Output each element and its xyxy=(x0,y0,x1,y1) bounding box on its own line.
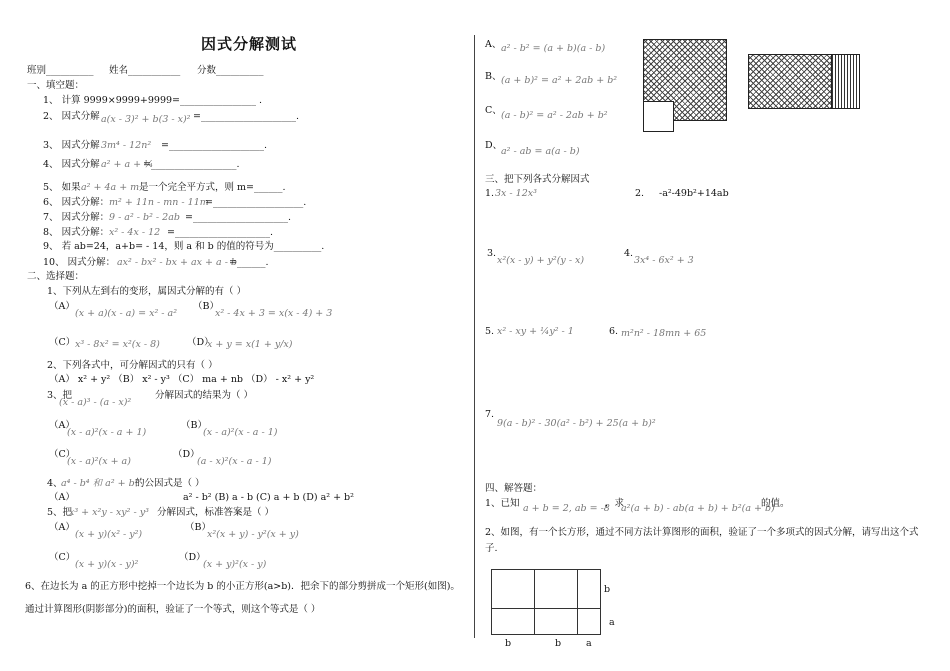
choice-q5-c-label: （C） xyxy=(49,552,76,563)
figure-vertical-line-1 xyxy=(534,569,535,634)
choice-q3-b: (x - a)²(x - a - 1) xyxy=(203,427,278,438)
choice-q1-d-label: （D） xyxy=(187,337,214,348)
choice-q4-a-label: （A） xyxy=(49,492,75,503)
cutout-small-square xyxy=(643,101,674,132)
figure-label-b-bottom-1: b xyxy=(505,638,512,649)
rearranged-rectangle-strip xyxy=(831,54,860,109)
fill-q7-label: 7、 因式分解： xyxy=(43,212,110,223)
factor-p6-label: 6. xyxy=(609,326,619,337)
column-divider xyxy=(474,35,475,638)
figure-label-b-right: b xyxy=(604,584,611,595)
score-field: 分数__________ xyxy=(197,65,264,76)
choice-q5-d-label: （D） xyxy=(179,552,206,563)
solve-q1-expr: a²(a + b) - ab(a + b) + b²(a + b) xyxy=(621,503,775,514)
factor-p6: m²n² - 18mn + 65 xyxy=(621,328,707,339)
q6-option-b: (a + b)² = a² + 2ab + b² xyxy=(501,75,618,86)
fill-q6-expr: m² + 11n - mn - 11m xyxy=(109,197,209,208)
fill-q2-blank: =____________________. xyxy=(193,111,299,122)
choice-q3-a-label: （A） xyxy=(49,420,75,431)
factor-p2-label: 2. xyxy=(635,188,645,199)
choice-q4-options: a² - b² (B) a - b (C) a + b (D) a² + b² xyxy=(183,492,354,503)
factor-p4: 3x⁴ - 6x² + 3 xyxy=(634,255,694,266)
choice-q5-a: (x + y)(x² - y²) xyxy=(75,529,143,540)
fill-q3-blank: =____________________. xyxy=(161,140,267,151)
choice-q3-d-label: （D） xyxy=(173,449,200,460)
choice-q1-d: x + y = x(1 + y/x) xyxy=(207,339,293,350)
choice-q2-options: （A） x² + y² （B） x² - y³ （C） ma + nb （D） - x² + y² xyxy=(49,374,315,385)
class-field: 班别__________ xyxy=(27,65,94,76)
choice-q5-expr: x³ + x²y - xy² - y³ xyxy=(69,507,149,518)
choice-q3-text: 分解因式的结果为（ ） xyxy=(155,390,254,401)
factor-p3: x²(x - y) + y²(y - x) xyxy=(497,255,585,266)
q6-option-b-label: B、 xyxy=(485,71,502,82)
name-field: 姓名___________ xyxy=(109,65,181,76)
fill-q4-label: 4、 因式分解 xyxy=(43,159,100,170)
factor-p5-label: 5. xyxy=(485,326,495,337)
choice-q4-expr: a⁴ - b⁴ 和 a² + b² xyxy=(61,478,139,489)
fill-q2-label: 2、 因式分解 xyxy=(43,111,100,122)
choice-q3-c: (x - a)²(x + a) xyxy=(67,456,131,467)
choice-q5-c: (x + y)(x - y)² xyxy=(75,559,139,570)
choice-q5-b-label: （B） xyxy=(185,522,211,533)
figure-label-b-bottom-2: b xyxy=(555,638,562,649)
fill-q6-label: 6、 因式分解： xyxy=(43,197,110,208)
fill-q6-blank: =___________________. xyxy=(205,197,307,208)
factor-p4-label: 4. xyxy=(624,248,634,259)
choice-q5-prefix: 5、把 xyxy=(47,507,73,518)
solve-q1-ask: ，求 xyxy=(605,498,625,509)
solve-q1-label: 1、已知 xyxy=(485,498,520,509)
fill-q7-expr: 9 - a² - b² - 2ab xyxy=(109,212,180,223)
fill-q5-blank: 是一个完全平方式，则 m=______. xyxy=(139,182,286,193)
q6-option-d: a² - ab = a(a - b) xyxy=(501,146,580,157)
choice-q5-b: x²(x + y) - y²(x + y) xyxy=(207,529,299,540)
solve-q1-given: a + b = 2, ab = -8 xyxy=(523,503,610,514)
choice-q5-d: (x + y)²(x - y) xyxy=(203,559,267,570)
factor-p7: 9(a - b)² - 30(a² - b²) + 25(a + b)² xyxy=(497,418,656,429)
choice-q1-a: (x + a)(x - a) = x² - a² xyxy=(75,308,178,319)
choice-q1-a-label: （A） xyxy=(49,301,75,312)
fill-q8-blank: =____________________. xyxy=(167,227,273,238)
choice-q3-d: (a - x)²(x - a - 1) xyxy=(197,456,272,467)
fill-q2-expr: a(x - 3)² + b(3 - x)² xyxy=(101,114,191,125)
fill-q9: 9、 若 ab=24，a+b= - 14，则 a 和 b 的值的符号为__________. xyxy=(43,241,325,252)
factor-p3-label: 3. xyxy=(487,248,497,259)
solve-q2-line1: 2、如图，有一个长方形，通过不同方法计算图形的面积，验证了一个多项式的因式分解，请写出这个式 xyxy=(485,527,919,538)
figure-label-a-bottom: a xyxy=(586,638,592,649)
q6-option-d-label: D、 xyxy=(485,140,503,151)
choice-q1-b-label: （B） xyxy=(193,301,219,312)
factor-p1-label: 1. xyxy=(485,188,495,199)
choice-q6-line1: 6、在边长为 a 的正方形中挖掉一个边长为 b 的小正方形(a>b)．把余下的部分剪拼成一个矩形(如图)。 xyxy=(25,581,460,592)
section-fill-heading: 一、填空题： xyxy=(27,80,85,91)
fill-q4-expr: a² + a + ¼ xyxy=(101,159,154,170)
choice-q5-a-label: （A） xyxy=(49,522,75,533)
figure-vertical-line-2 xyxy=(577,569,578,634)
choice-q4-text: 的公因式是（ ） xyxy=(135,478,205,489)
choice-q1: 1、下列从左到右的变形，属因式分解的有（ ） xyxy=(47,286,247,297)
factor-p7-label: 7. xyxy=(485,409,495,420)
q6-option-a: a² - b² = (a + b)(a - b) xyxy=(501,43,606,54)
solve-q1-tail: 的值。 xyxy=(761,498,790,509)
figure-label-a-right: a xyxy=(609,617,615,628)
rearranged-rectangle-figure xyxy=(748,54,832,109)
factor-p1: 3x - 12x³ xyxy=(495,188,537,199)
choice-q3-c-label: （C） xyxy=(49,449,76,460)
fill-q8-label: 8、 因式分解： xyxy=(43,227,110,238)
choice-q6-line2: 通过计算图形(阴影部分)的面积，验证了一个等式，则这个等式是（ ） xyxy=(25,604,321,615)
solve-q2-line2: 子. xyxy=(485,543,498,554)
choice-q5-text: 分解因式，标准答案是（ ） xyxy=(157,507,275,518)
choice-q3-a: (x - a)²(x - a + 1) xyxy=(67,427,147,438)
factor-p2: -a²-49b²+14ab xyxy=(659,188,729,199)
choice-q1-b: x² - 4x + 3 = x(x - 4) + 3 xyxy=(215,308,333,319)
factor-p5: x² - xy + ¼y² - 1 xyxy=(497,326,574,337)
choice-q2: 2、下列各式中，可分解因式的只有（ ） xyxy=(47,360,218,371)
fill-q8-expr: x² - 4x - 12 xyxy=(109,227,161,238)
choice-q3-expr: (x - a)³ - (a - x)² xyxy=(59,397,132,408)
choice-q1-c-label: （C） xyxy=(49,337,76,348)
section-solve-heading: 四、解答题： xyxy=(485,483,543,494)
fill-q3-expr: 3m⁴ - 12n² xyxy=(101,140,152,151)
fill-q10-blank: =______. xyxy=(229,257,269,268)
fill-q3-label: 3、 因式分解 xyxy=(43,140,100,151)
page-title: 因式分解测试 xyxy=(201,35,298,53)
fill-q5-expr: a² + 4a + m xyxy=(81,182,140,193)
section-choice-heading: 二、选择题： xyxy=(27,271,85,282)
q6-option-c-label: C、 xyxy=(485,105,502,116)
fill-q7-blank: =____________________. xyxy=(185,212,291,223)
q6-option-c: (a - b)² = a² - 2ab + b² xyxy=(501,110,608,121)
section-factor-heading: 三、把下列各式分解因式 xyxy=(485,174,590,185)
figure-horizontal-line xyxy=(491,608,600,609)
choice-q1-c: x³ - 8x² = x²(x - 8) xyxy=(75,339,160,350)
q6-option-a-label: A、 xyxy=(485,39,502,50)
choice-q4-prefix: 4、 xyxy=(47,478,63,489)
fill-q4-blank: =__________________. xyxy=(143,159,240,170)
choice-q3-prefix: 3、把 xyxy=(47,390,73,401)
fill-q10-label: 10、 因式分解： xyxy=(43,257,116,268)
fill-q1: 1、 计算 9999×9999+9999=________________ . xyxy=(43,95,263,106)
fill-q10-expr: ax² - bx² - bx + ax + a - b xyxy=(117,257,238,268)
partitioned-rectangle-figure xyxy=(491,569,601,635)
fill-q5-label: 5、 如果 xyxy=(43,182,81,193)
choice-q3-b-label: （B） xyxy=(181,420,207,431)
